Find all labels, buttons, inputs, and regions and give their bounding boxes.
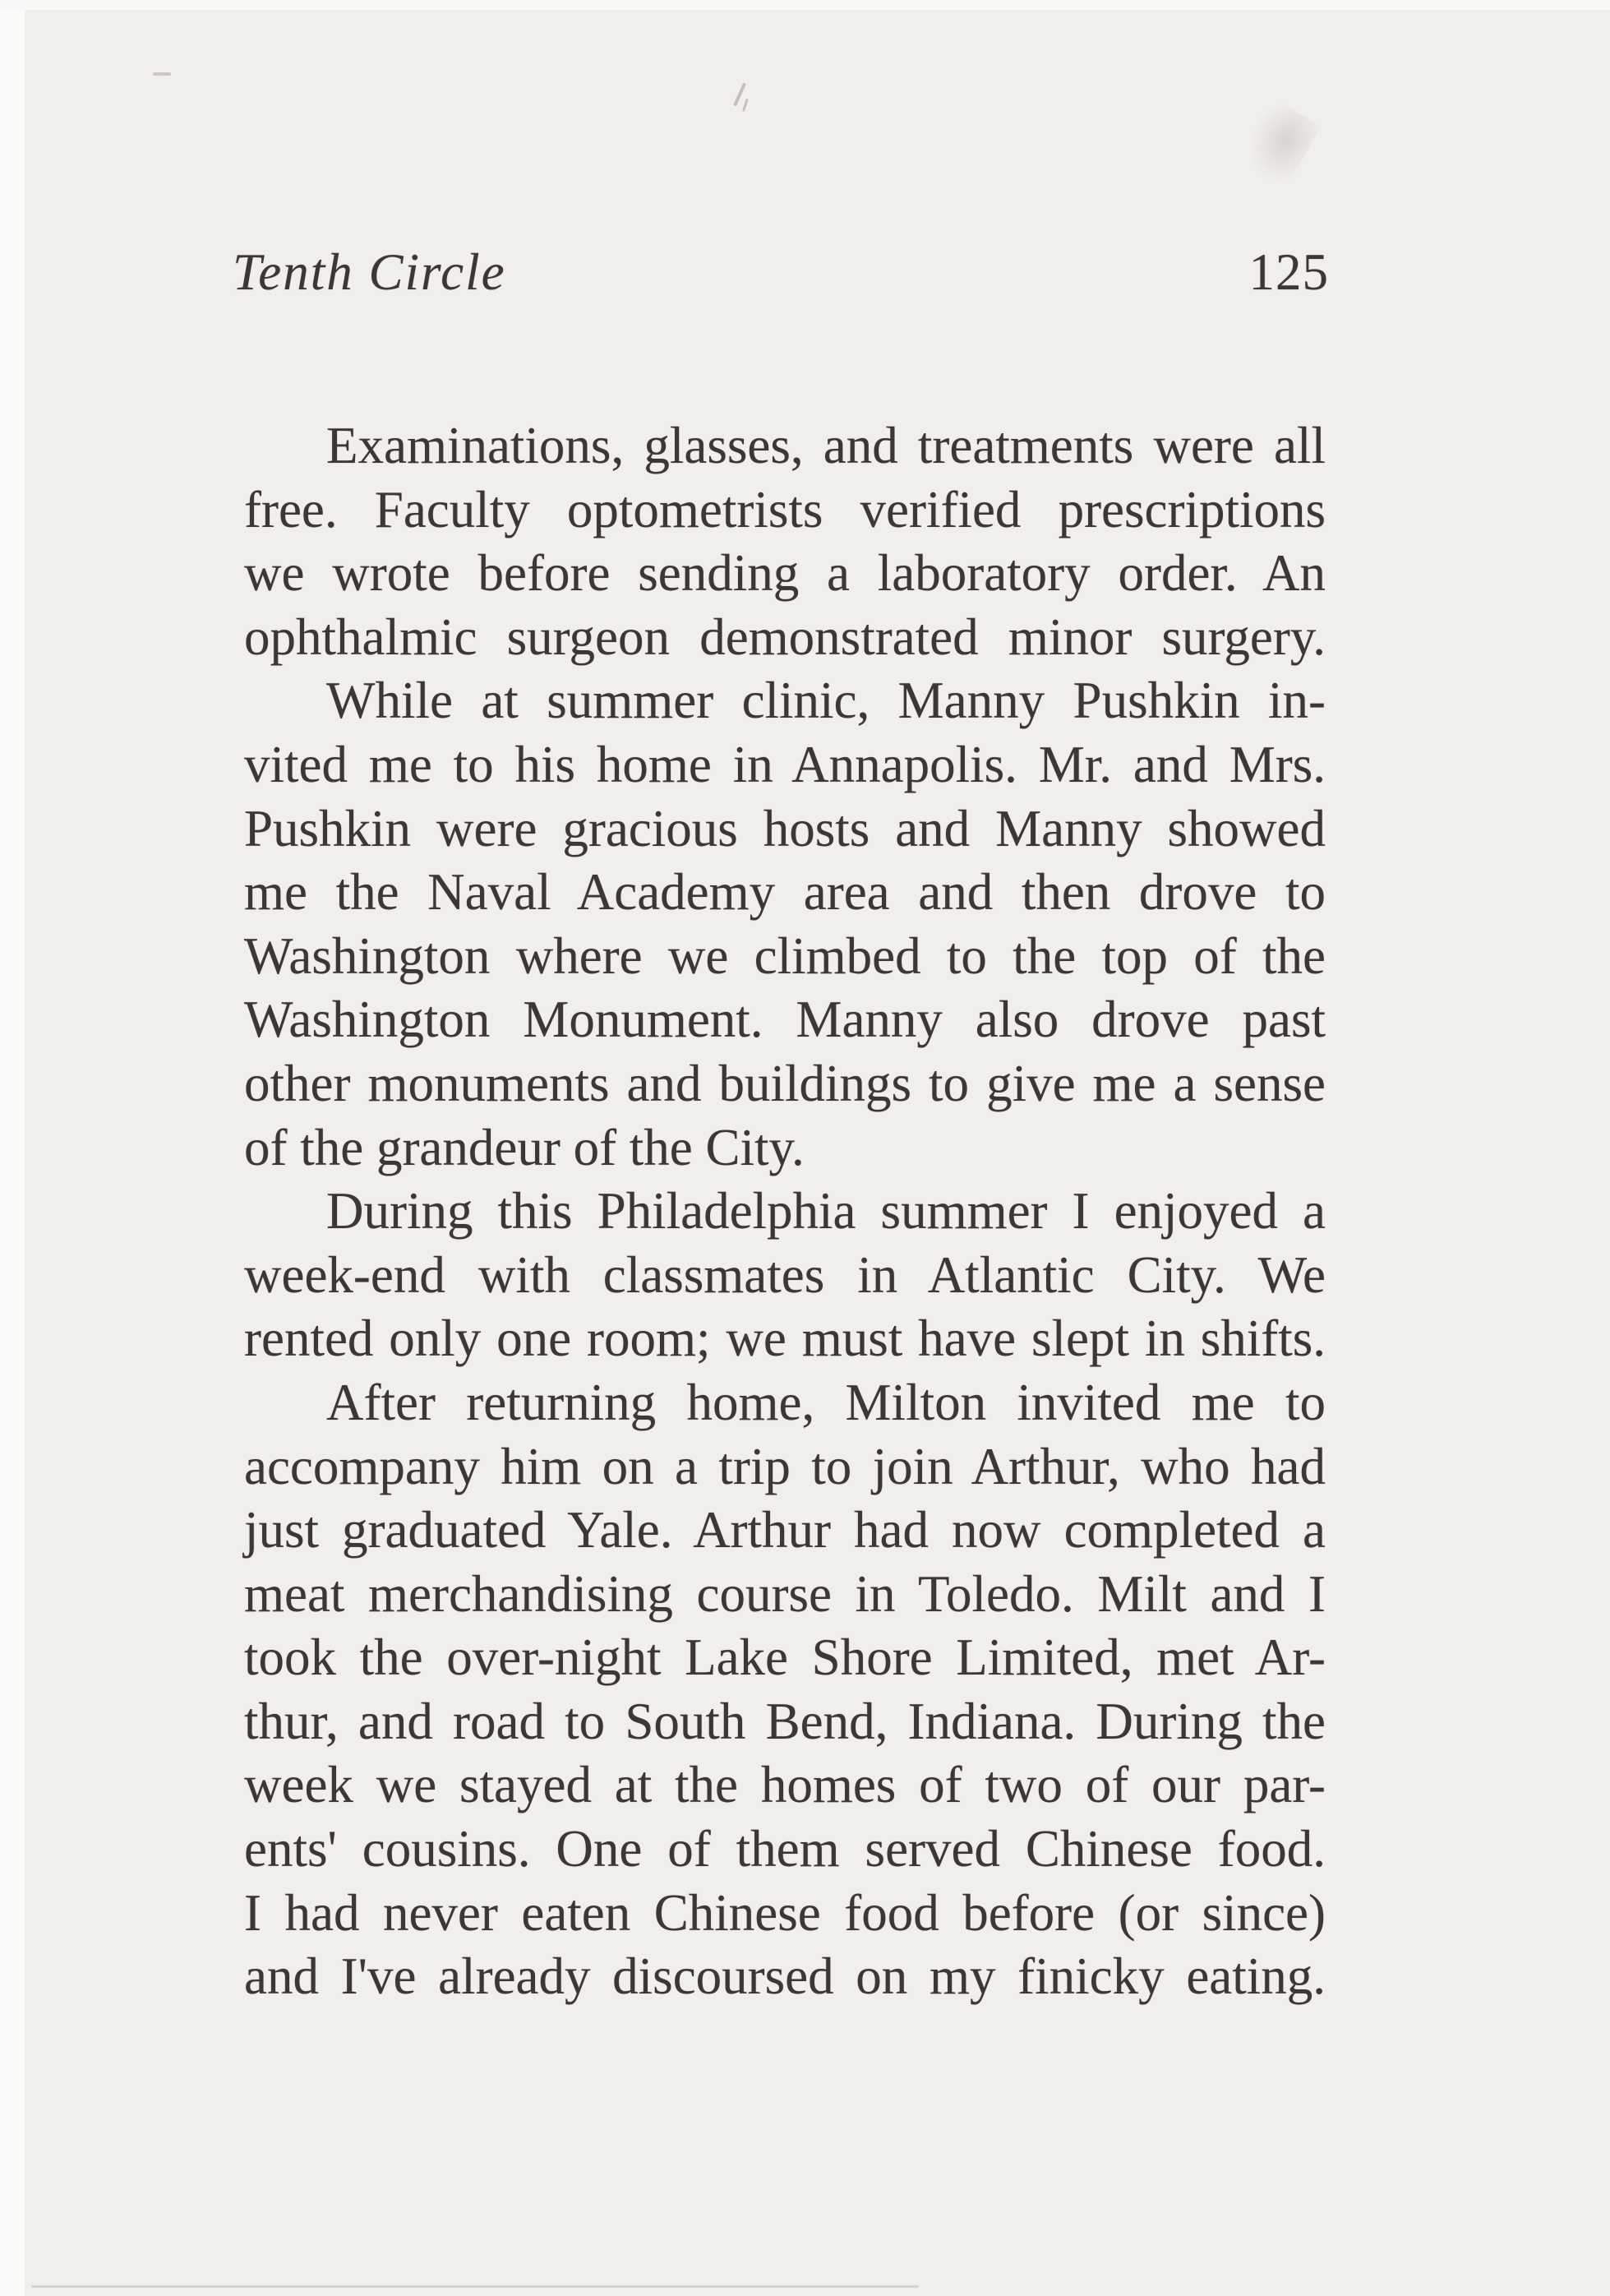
text-line: vited me to his home in Annapolis. Mr. and Mrs. xyxy=(244,735,1326,793)
body-text xyxy=(244,414,1326,2009)
text-line: Washington Monument. Manny also drove past xyxy=(244,991,1326,1049)
text-line: me the Naval Academy area and then drove to xyxy=(244,863,1326,922)
text-line: free. Faculty optometrists verified prescriptions xyxy=(244,480,1326,538)
text-line: ents' cousins. One of them served Chinese food. xyxy=(244,1820,1326,1878)
page-number: 125 xyxy=(1248,243,1329,301)
text-line: thur, and road to South Bend, Indiana. During the xyxy=(244,1692,1326,1750)
text-line: rented only one room; we must have slept in shifts. xyxy=(244,1310,1326,1368)
text-line: week-end with classmates in Atlantic City. We xyxy=(244,1245,1326,1304)
scan-smudge xyxy=(1234,98,1322,191)
text-line: just graduated Yale. Arthur had now completed a xyxy=(244,1501,1326,1559)
text-line: Washington where we climbed to the top of the xyxy=(244,926,1326,985)
scan-edge-left xyxy=(0,0,25,2296)
text-line: meat merchandising course in Toledo. Milt and I xyxy=(244,1564,1326,1623)
text-line: took the over-night Lake Shore Limited, met Ar- xyxy=(244,1628,1326,1687)
running-header-title: Tenth Circle xyxy=(233,243,506,301)
text-line: I had never eaten Chinese food before (or since) xyxy=(244,1883,1326,1942)
scan-smudge xyxy=(153,72,171,76)
scan-edge-top xyxy=(0,0,1610,10)
running-header xyxy=(233,243,1329,301)
text-line: we wrote before sending a laboratory order. An xyxy=(244,544,1326,603)
scan-edge-bottom xyxy=(31,2285,919,2288)
text-line: While at summer clinic, Manny Pushkin in- xyxy=(326,672,1326,730)
text-line: ophthalmic surgeon demonstrated minor surgery. xyxy=(244,607,1326,666)
text-line: and I've already discoursed on my finicky eating. xyxy=(244,1947,1326,2006)
text-line: After returning home, Milton invited me to xyxy=(326,1373,1326,1431)
scan-smudge xyxy=(733,82,746,106)
text-line: During this Philadelphia summer I enjoyed a xyxy=(326,1182,1326,1240)
text-line: of the grandeur of the City. xyxy=(244,1118,805,1176)
text-line: other monuments and buildings to give me a sense xyxy=(244,1054,1326,1112)
text-line: Pushkin were gracious hosts and Manny showed xyxy=(244,799,1326,857)
text-line: accompany him on a trip to join Arthur, who had xyxy=(244,1437,1326,1495)
text-line: Examinations, glasses, and treatments were all xyxy=(326,417,1326,474)
text-line: week we stayed at the homes of two of our par- xyxy=(244,1756,1326,1814)
